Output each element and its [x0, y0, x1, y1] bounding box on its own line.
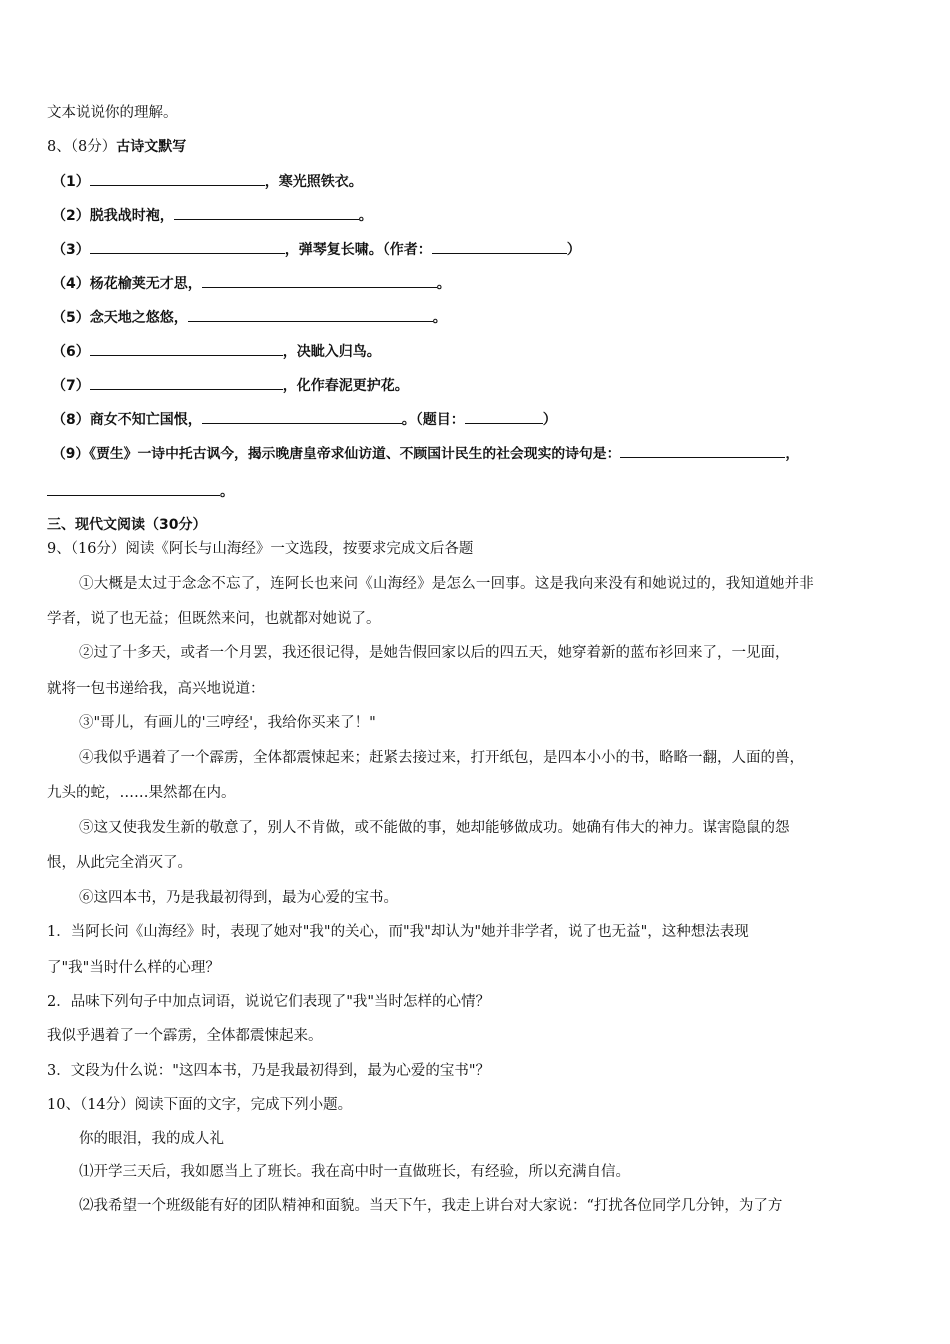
- q8-item-7: [52, 375, 920, 396]
- q8-item-9-text: ，: [785, 446, 800, 462]
- answer-blank[interactable]: [174, 205, 359, 220]
- title-blank[interactable]: [465, 409, 543, 424]
- q8-item-4: [52, 273, 920, 294]
- answer-blank[interactable]: [188, 307, 433, 322]
- q9-para-4b: 九头的蛇，……果然都在内。: [47, 785, 236, 801]
- q8-item-9-cont: [47, 481, 920, 502]
- q8-heading: [47, 137, 920, 157]
- q8-item-3-pre: （3）: [52, 242, 90, 258]
- q9-para-1b: 学者，说了也无益；但既然来问，也就都对她说了。: [47, 611, 381, 627]
- q8-item-2-pre: （2）脱我战时袍，: [52, 208, 174, 224]
- q8-item-4-text: 。: [436, 276, 451, 292]
- q10-para-2: ⑵我希望一个班级能有好的团队精神和面貌。当天下午，我走上讲台对大家说：“打扰各位同学几分钟，为了方: [79, 1198, 783, 1214]
- q9-para-5a: ⑤这又使我发生新的敬意了，别人不肯做，或不能做的事，她却能够做成功。她确有伟大的神力。谋害隐鼠的怨: [79, 820, 790, 836]
- answer-blank[interactable]: [202, 273, 437, 288]
- q9-para-2a: ②过了十多天，或者一个月罢，我还很记得，是她告假回家以后的四五天，她穿着新的蓝布衫回来了，一见面，: [79, 645, 790, 661]
- q8-item-7-text: ，化作春泥更护花。: [282, 378, 409, 394]
- q8-item-3-post: ）: [566, 242, 581, 258]
- q8-item-8-post: ）: [542, 412, 557, 428]
- q9-sub-1b: 了"我"当时什么样的心理？: [47, 960, 220, 976]
- answer-blank[interactable]: [90, 341, 283, 356]
- q8-title: 古诗文默写: [116, 139, 187, 155]
- q8-item-3-text: ，弹琴复长啸。（作者：: [284, 242, 432, 258]
- q8-item-2-text: 。: [358, 208, 373, 224]
- q8-item-3: [52, 239, 920, 260]
- q8-item-6-text: ，决眦入归鸟。: [282, 344, 381, 360]
- q8-item-6-pre: （6）: [52, 344, 90, 360]
- q8-item-1-pre: （1）: [52, 174, 90, 190]
- q8-item-9-pre: （9）《贾生》一诗中托古讽今，揭示晚唐皇帝求仙访道、不顾国计民生的社会现实的诗句是：: [52, 446, 621, 462]
- q8-item-7-pre: （7）: [52, 378, 90, 394]
- q10-para-1: ⑴开学三天后，我如愿当上了班长。我在高中时一直做班长，有经验，所以充满自信。: [79, 1164, 630, 1180]
- answer-blank[interactable]: [620, 443, 785, 458]
- q9-para-3: ③"哥儿，有画儿的'三哼经'，我给你买来了！": [79, 715, 376, 731]
- q9-para-4a: ④我似乎遇着了一个霹雳，全体都震悚起来；赶紧去接过来，打开纸包，是四本小小的书，略略一翻，人面的兽，: [79, 750, 804, 766]
- answer-blank[interactable]: [202, 409, 402, 424]
- q8-item-5-text: 。: [432, 310, 447, 326]
- q8-item-5: [52, 307, 920, 328]
- q10-article-title: 你的眼泪，我的成人礼: [79, 1131, 224, 1147]
- q9-heading: 9、（16分）阅读《阿长与山海经》一文选段，按要求完成文后各题: [47, 541, 474, 557]
- intro-tail: 文本说说你的理解。: [47, 105, 178, 121]
- q9-para-5b: 恨，从此完全消灭了。: [47, 855, 192, 871]
- q9-sub-3: 3．文段为什么说："这四本书，乃是我最初得到，最为心爱的宝书"？: [47, 1063, 491, 1079]
- q8-item-9: [52, 443, 920, 464]
- answer-blank[interactable]: [47, 481, 220, 496]
- answer-blank[interactable]: [90, 375, 283, 390]
- author-blank[interactable]: [432, 239, 567, 254]
- q9-para-1a: ①大概是太过于念念不忘了，连阿长也来问《山海经》是怎么一回事。这是我向来没有和她说过的，我知道她并非: [79, 576, 814, 592]
- answer-blank[interactable]: [90, 171, 265, 186]
- answer-blank[interactable]: [90, 239, 285, 254]
- q9-sub-1a: 1．当阿长问《山海经》时，表现了她对"我"的关心，而"我"却认为"她并非学者，说了也无益"，这种想法表现: [47, 924, 749, 940]
- q8-item-8-text: 。（题目：: [401, 412, 465, 428]
- q8-item-1: [52, 171, 920, 192]
- q9-para-6: ⑥这四本书，乃是我最初得到，最为心爱的宝书。: [79, 890, 398, 906]
- q9-sub-2: 2．品味下列句子中加点词语，说说它们表现了"我"当时怎样的心情？: [47, 994, 491, 1010]
- q9-sub-2-sentence: 我似乎遇着了一个霹雳，全体都震悚起来。: [47, 1028, 323, 1044]
- q8-number: 8、（8分）: [47, 139, 117, 155]
- q8-item-2: [52, 205, 920, 226]
- q8-item-5-pre: （5）念天地之悠悠，: [52, 310, 188, 326]
- q10-heading: 10、（14分）阅读下面的文字，完成下列小题。: [47, 1097, 353, 1113]
- q8-item-4-pre: （4）杨花榆荚无才思，: [52, 276, 202, 292]
- q8-item-8-pre: （8）商女不知亡国恨，: [52, 412, 202, 428]
- q9-para-2b: 就将一包书递给我，高兴地说道：: [47, 681, 265, 697]
- q8-item-9-post: 。: [220, 484, 234, 500]
- section3-title: 三、现代文阅读（30分）: [47, 517, 207, 533]
- q8-item-6: [52, 341, 920, 362]
- q8-item-1-text: ，寒光照铁衣。: [264, 174, 363, 190]
- q8-item-8: [52, 409, 920, 430]
